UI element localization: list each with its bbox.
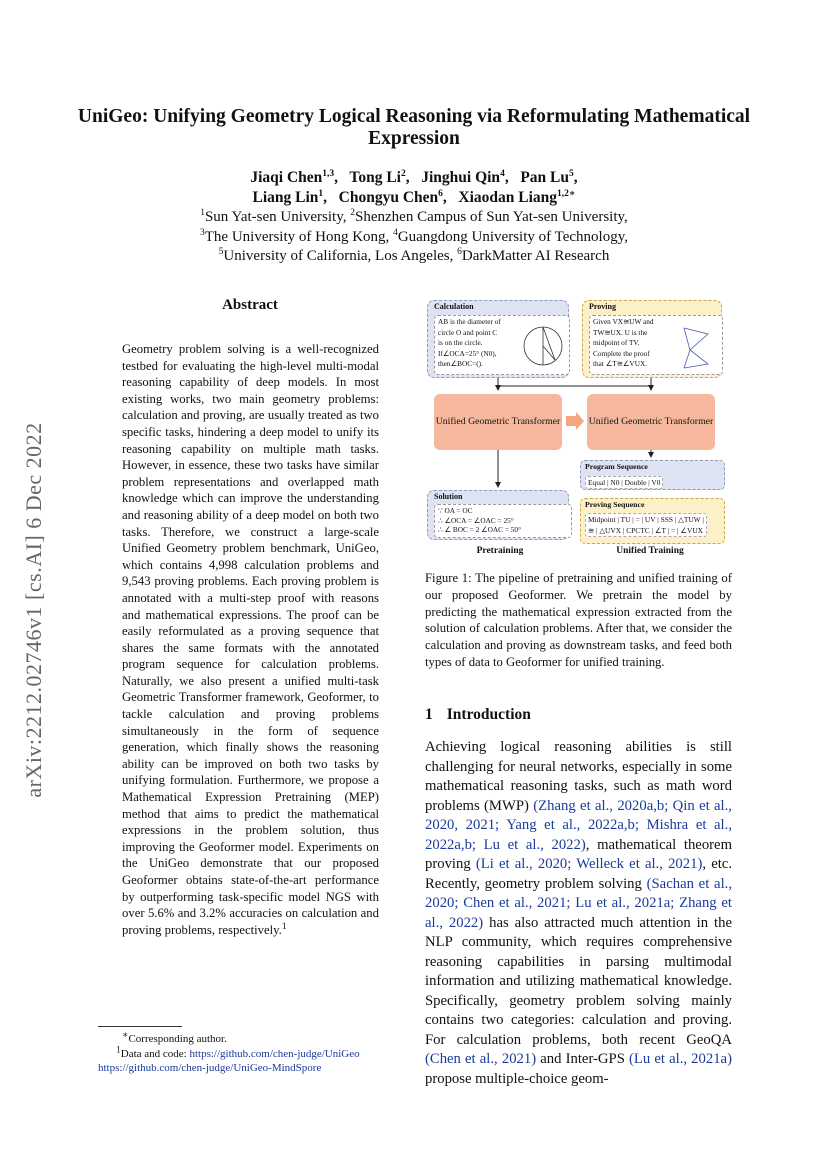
introduction-paragraph: Achieving logical reasoning abilities is still challenging for neural networks, especially in some mathematical reasoning tasks, such as math word problems (MWP) (Zhang et al., 2020a,b; Qin et al., 2020, 2021; Yang et al., 2022a,b; Mishra et al., 2022a,b; Lu et al., 2022), mathematical theorem proving (Li et al., 2020; Welleck et al., 2021), etc. Recently, geometry problem solving (Sachan et al., 2020; Chen et al., 2021; Lu et al., 2021a; Zhang et al., 2022) has also attracted much attention in the NLP community, which requires comprehensive reasoning capabilities in parsing multimodal information and utilizing mathematical knowledge. Specifically, geometry problem solving mainly contains two categories: calculation and proving. For calculation problems, both recent GeoQA (Chen et al., 2021) and Inter-GPS (Lu et al., 2021a) propose multiple-choice geom- bbox=[425, 739, 732, 1087]
author-name: Liang Lin bbox=[252, 189, 319, 206]
affiliation-line: $^1$Sun Yat-sen University, $^2$Shenzhen Campus of Sun Yat-sen University, bbox=[200, 208, 628, 225]
calculation-problem: AB is the diameter of circle O and point C is on the circle. If∠OCA=25° (N0), then∠BOC=(). bbox=[434, 315, 570, 375]
calculation-box bbox=[427, 300, 569, 378]
section-title: Introduction bbox=[446, 706, 531, 723]
affiliations bbox=[60, 208, 768, 267]
author-list bbox=[60, 168, 768, 208]
section-number: 1 bbox=[425, 706, 433, 723]
circle-diagram-icon bbox=[521, 320, 565, 370]
footnote-data: $^1$Data and code: https://github.com/chen-judge/UniGeo bbox=[116, 1045, 360, 1060]
program-sequence-box bbox=[580, 460, 725, 490]
affiliation-line: $^5$University of California, Los Angeles, $^6$DarkMatter AI Research bbox=[218, 247, 610, 264]
solution-steps: ∵ OA = OC ∴ ∠OCA = ∠OAC = 25° ∴ ∠ BOC = 2 ∠OAC = 50° bbox=[434, 504, 572, 538]
paper-title: UniGeo: Unifying Geometry Logical Reasoning via Reformulating Mathematical Expression bbox=[77, 106, 751, 149]
author-line-2: Liang Lin$^1$, Chongyu Chen$^6$, Xiaodan Liang$^{1,2∗}$ bbox=[252, 188, 576, 206]
section-heading bbox=[425, 706, 531, 724]
solution-heading: Solution bbox=[434, 492, 463, 501]
pretraining-label: Pretraining bbox=[476, 546, 524, 556]
footnote-link-2 bbox=[98, 1061, 321, 1075]
author-name: Pan Lu bbox=[520, 169, 569, 186]
proving-sequence-text: Midpoint | TU | = | UV | SSS | △TUW | ≅ | △UVX | CPCTC | ∠T | = | ∠VUX bbox=[585, 513, 707, 537]
proving-sequence-heading: Proving Sequence bbox=[585, 500, 645, 509]
code-link[interactable]: https://github.com/chen-judge/UniGeo bbox=[189, 1048, 360, 1060]
arxiv-watermark bbox=[12, 380, 56, 840]
author-name: Xiaodan Liang bbox=[458, 189, 558, 206]
citation-link[interactable]: (Lu et al., 2021a) bbox=[629, 1051, 732, 1067]
transformer-unified-block: Unified Geometric Transformer bbox=[587, 394, 715, 450]
proving-sequence-box bbox=[580, 498, 725, 544]
proving-problem: Given VX≅UW and TW≅UX. U is the midpoint of TV. Complete the proof that ∠T≅∠VUX. bbox=[589, 315, 723, 375]
author-name: Jiaqi Chen bbox=[250, 169, 323, 186]
citation-link[interactable]: (Li et al., 2020; Welleck et al., 2021) bbox=[475, 856, 703, 872]
author-name: Chongyu Chen bbox=[338, 189, 439, 206]
program-sequence-heading: Program Sequence bbox=[585, 462, 648, 471]
citation-link[interactable]: (Zhang et al., 2020a,b; Qin et al., 2020, 2021; Yang et al., 2022a,b; Mishra et al., 2022a,b; Lu et al., 2022) bbox=[425, 797, 732, 853]
author-name: Tong Li bbox=[349, 169, 401, 186]
solution-box bbox=[427, 490, 569, 540]
proving-box bbox=[582, 300, 722, 378]
proving-heading: Proving bbox=[589, 302, 616, 311]
triangle-diagram-icon bbox=[678, 320, 716, 370]
figure-caption: Figure 1: The pipeline of pretraining and unified training of our proposed Geoformer. We pretrain the model by predicting the mathematical expression extracted from the solution of calculation problems. After that, we consider the calculation and proving as downstream tasks, and feed both types of data to Geoformer for unified training. bbox=[425, 571, 732, 669]
figure-1 bbox=[425, 298, 731, 560]
abstract-heading: Abstract bbox=[222, 297, 278, 313]
footnote-rule bbox=[98, 1026, 182, 1027]
footnote-marker: 1 bbox=[281, 921, 287, 932]
unified-training-label: Unified Training bbox=[616, 546, 684, 556]
arxiv-id: arXiv:2212.02746v1 [cs.AI] 6 Dec 2022 bbox=[21, 422, 46, 798]
abstract-body bbox=[122, 341, 379, 938]
citation-link[interactable]: (Chen et al., 2021) bbox=[425, 1051, 537, 1067]
author-line-1: Jiaqi Chen$^{1,3}$, Tong Li$^2$, Jinghui Qin$^4$, Pan Lu$^5$, bbox=[250, 168, 578, 186]
mindspore-link[interactable]: https://github.com/chen-judge/UniGeo-MindSpore bbox=[98, 1062, 322, 1074]
citation-link[interactable]: (Sachan et al., 2020; Chen et al., 2021; Lu et al., 2021a; Zhang et al., 2022) bbox=[425, 875, 732, 931]
transformer-pretrain-block: Unified Geometric Transformer bbox=[434, 394, 562, 450]
footnote-corresponding: ∗Corresponding author. bbox=[122, 1030, 227, 1045]
affiliation-line: $^3$The University of Hong Kong, $^4$Guangdong University of Technology, bbox=[200, 227, 628, 245]
author-name: Jinghui Qin bbox=[421, 169, 501, 186]
abstract-text: Geometry problem solving is a well-recognized testbed for evaluating the high-level multi-modal reasoning capability of deep models. In most existing works, two main geometry problems: calculation and proving, are usually treated as two specific tasks, hindering a deep model to unify its reasoning capability on multiple math tasks. However, in essence, these two tasks have similar problem representations and overlapped math knowledge which can improve the understanding and reasoning ability of a deep model on both two tasks. Therefore, we construct a large-scale Unified Geometry problem benchmark, UniGeo, which contains 4,998 calculation problems and 9,543 proving problems. Each proving problem is annotated with a multi-step proof with reasons and mathematical expressions. The proof can be easily reformulated as a proving sequence that shares the same formats with the annotated program sequence for calculation problems. Naturally, we also present a unified multi-task Geometric Transformer framework, Geoformer, to tackle calculation and proving problems simultaneously in the form of sequence generation, which finally shows the reasoning ability can be improved on both two tasks by unifying formulation. Furthermore, we propose a Mathematical Expression Pretraining (MEP) method that aims to predict the mathematical expressions in the problem solution, thus improving the Geoformer model. Experiments on the UniGeo demonstrate that our proposed Geoformer obtains state-of-the-art performance by outperforming task-specific model NGS with over 5.6% and 3.2% accuracies on calculation and proving problems, respectively. bbox=[122, 342, 379, 937]
calculation-heading: Calculation bbox=[434, 302, 474, 311]
program-sequence-text: Equal | N0 | Double | V0 bbox=[585, 476, 663, 489]
